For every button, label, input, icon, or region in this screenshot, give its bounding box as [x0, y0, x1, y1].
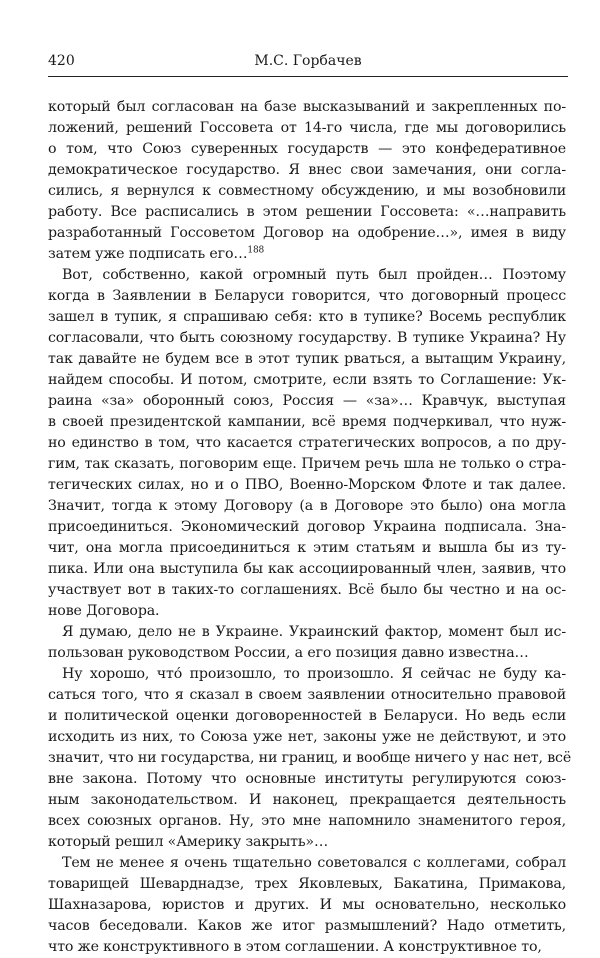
text-line: Я думаю, дело не в Украине. Украинский фактор, момент был ис-: [62, 624, 566, 640]
page-header: [48, 50, 568, 72]
text-line: и политической оценки договоренностей в Беларуси. Но ведь если: [48, 708, 566, 724]
text-line: чит, она могла присоединиться к этим статьям и вышла бы из ту-: [48, 540, 566, 556]
text-line: затем уже подписать его…$^{188}$: [48, 245, 265, 262]
text-line: товарищей Шеварднадзе, трех Яковлевых, Бакатина, Примакова,: [48, 876, 566, 892]
text-line: когда в Заявлении в Беларуси говорится, что договорный процесс: [48, 288, 566, 304]
text-line: разработанный Госсоветом Договор на одобрение…», имея в виду: [48, 225, 566, 241]
text-line: пользован руководством России, а его позиция давно известна…: [48, 645, 529, 661]
text-line: вне закона. Потому что основные институты регулируются союз-: [48, 771, 566, 787]
text-line: который был согласован на базе высказываний и закрепленных по-: [48, 99, 566, 115]
text-line: исходить из них, то Союза уже нет, законы уже не действуют, и это: [48, 729, 566, 745]
text-line: Вот, собственно, какой огромный путь был пройден… Поэтому: [62, 267, 566, 283]
text-line: часов беседовали. Каков же итог размышлений? Надо отметить,: [48, 918, 566, 934]
text-line: присоединиться. Экономический договор Украина подписала. Зна-: [48, 519, 566, 535]
text-line: что же конструктивного в этом соглашении. А конструктивное то,: [48, 939, 542, 955]
text-line: который решил «Америку закрыть»…: [48, 834, 328, 850]
text-line: саться того, что я сказал в своем заявлении относительно правовой: [48, 687, 566, 703]
running-title: М.С. Горбачев: [254, 53, 362, 69]
text-line: о том, что Союз суверенных государств — это конфедеративное: [48, 141, 566, 157]
body-text: [48, 97, 572, 958]
text-line: так давайте не будем все в этот тупик рваться, а вытащим Украину,: [48, 351, 566, 367]
text-line: раина «за» оборонный союз, Россия — «за»… Кравчук, выступая: [48, 393, 566, 409]
text-line: Шахназарова, юристов и других. И мы основательно, несколько: [48, 897, 566, 913]
text-line: найдем способы. И потом, смотрите, если взять то Соглашение: Ук-: [48, 372, 566, 388]
text-line: зашел в тупик, я спрашиваю себя: кто в тупике? Восемь республик: [48, 309, 566, 325]
text-line: участвует вот в таких-то соглашениях. Всё было бы честно и на ос-: [48, 582, 566, 598]
text-line: пика. Или она выступила бы как ассоциированный член, заявив, что: [48, 561, 566, 577]
text-line: ным законодательством. И наконец, прекращается деятельность: [48, 792, 566, 808]
text-line: ложений, решений Госсовета от 14-го числа, где мы договорились: [48, 120, 566, 136]
paragraph: [48, 97, 566, 265]
text-line: тегических силах, но и о ПВО, Военно-Морском Флоте и так далее.: [48, 477, 566, 493]
text-line: гим, так сказать, поговорим еще. Причем речь шла не только о стра-: [48, 456, 566, 472]
paragraph: [48, 622, 566, 664]
text-line: согласовали, что быть союзному государству. В тупике Украина? Ну: [48, 330, 566, 346]
paragraph: [48, 265, 566, 622]
text-line: работу. Все расписались в этом решении Госсовета: «…направить: [48, 204, 566, 220]
page-number: 420: [48, 53, 75, 69]
text-line: в своей президентской кампании, всё время подчеркивал, что нуж-: [48, 414, 566, 430]
text-line: значит, что ни государства, ни границ, и вообще ничего у нас нет, всё: [48, 750, 572, 766]
text-line: всех союзных органов. Ну, это мне напомнило знаменитого героя,: [48, 813, 566, 829]
text-line: демократическое государство. Я внес свои замечания, они согла-: [48, 162, 566, 178]
text-line: Тем не менее я очень тщательно советовался с коллегами, собрал: [62, 855, 566, 871]
paragraph: [48, 664, 572, 853]
text-line: Ну хорошо, что́ произошло, то произошло. Я сейчас не буду ка-: [62, 666, 566, 682]
text-line: но единство в том, что касается стратегических вопросов, а по дру-: [48, 435, 566, 451]
header-rule: [48, 76, 568, 77]
footnote-reference[interactable]: 188: [247, 245, 265, 256]
text-line: Значит, тогда к этому Договору (а в Договоре это было) она могла: [48, 498, 566, 514]
text-line: сились, я вернулся к совместному обсуждению, и мы возобновили: [48, 183, 566, 199]
paragraph: [48, 853, 566, 958]
text-line: нове Договора.: [48, 603, 160, 619]
